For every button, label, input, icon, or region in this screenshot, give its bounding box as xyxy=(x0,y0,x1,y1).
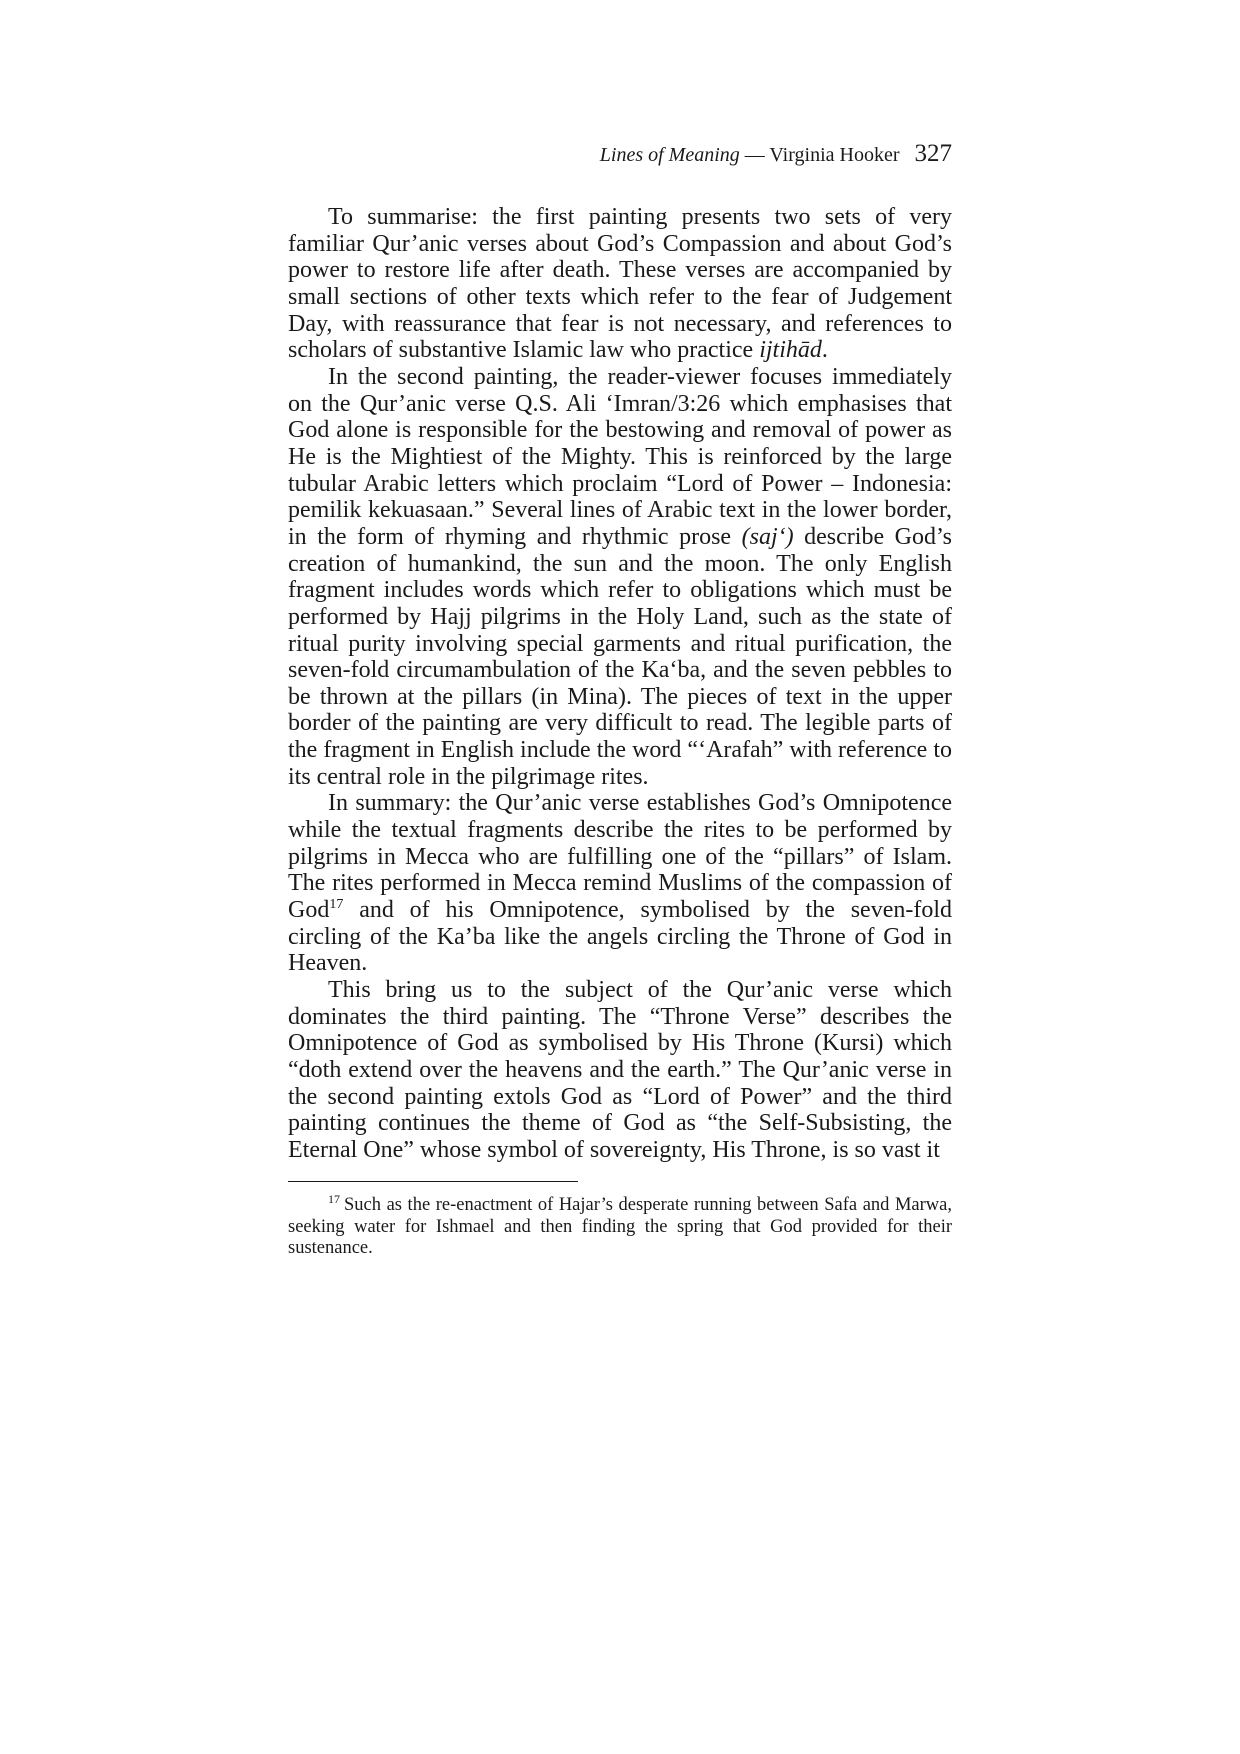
page-number: 327 xyxy=(914,140,952,167)
paragraph-text: In summary: the Qur’anic verse establishes God’s Omnipotence while the textual fragments describe the rites to be performed by pilgrims in Mecca who are fulfilling one of the “pillars” of Islam. The rites performed in Mecca remind Muslims of the compassion of God xyxy=(288,790,952,924)
footnote-text: Such as the re-enactment of Hajar’s desperate running between Safa and Marwa, seeking water for Ishmael and then finding the spring that God provided for their sustenance. xyxy=(288,1195,952,1258)
main-text xyxy=(288,204,952,1164)
footnote-reference[interactable]: 17 xyxy=(329,897,344,913)
author-name: Virginia Hooker xyxy=(769,144,900,166)
paragraph-text: . xyxy=(821,337,828,364)
running-title: Lines of Meaning xyxy=(599,144,740,166)
paragraph-text: and of his Omnipotence, symbolised by the seven-fold circling of the Ka’ba like the angels circling the Throne of God in Heaven. xyxy=(288,897,952,977)
paragraph-text: To summarise: the first painting presents two sets of very familiar Qur’anic verses about God’s Compassion and about God’s power to restore life after death. These verses are accompanied by small sections of other texts which refer to the fear of Judgement Day, with reassurance that fear is not necessary, and references to scholars of substantive Islamic law who practice xyxy=(288,204,952,364)
paragraph-text: describe God’s creation of humankind, the sun and the moon. The only English fragment includes words which refer to obligations which must be performed by Hajj pilgrims in the Holy Land, such as the state of ritual purity involving special garments and ritual purification, the seven-fold circumambulation of the Ka‘ba, and the seven pebbles to be thrown at the pillars (in Mina). The pieces of text in the upper border of the painting are very difficult to read. The legible parts of the fragment in English include the word “‘Arafah” with reference to its central role in the pilgrimage rites. xyxy=(288,523,952,790)
footnote-divider xyxy=(288,1181,578,1182)
footnote xyxy=(288,1192,952,1260)
paragraph xyxy=(288,790,952,977)
italic-term: ijtihād xyxy=(759,337,822,364)
footnote-paragraph xyxy=(288,1192,952,1260)
paragraph-text: This bring us to the subject of the Qur’anic verse which dominates the third painting. The “Throne Verse” describes the Omnipotence of God as symbolised by His Throne (Kursi) which “doth extend over the heavens and the earth.” The Qur’anic verse in the second painting extols God as “Lord of Power” and the third painting continues the theme of God as “the Self-Subsisting, the Eternal One” whose symbol of sovereignty, His Throne, is so vast it xyxy=(288,977,952,1163)
paragraph-text: In the second painting, the reader-viewer focuses immediately on the Qur’anic verse Q.S. Ali ‘Imran/3:26 which emphasises that God alone is responsible for the bestowing and removal of power as He is the Mightiest of the Mighty. This is reinforced by the large tubular Arabic letters which proclaim “Lord of Power – Indonesia: pemilik kekuasaan.” Several lines of Arabic text in the lower border, in the form of rhyming and rhythmic prose xyxy=(288,363,952,550)
paragraph xyxy=(288,977,952,1164)
running-header xyxy=(288,140,952,169)
footnote-number: 17 xyxy=(328,1192,340,1206)
italic-term: (saj‘) xyxy=(741,523,794,550)
header-separator: — xyxy=(744,144,765,166)
paragraph xyxy=(288,364,952,791)
paragraph xyxy=(288,204,952,364)
